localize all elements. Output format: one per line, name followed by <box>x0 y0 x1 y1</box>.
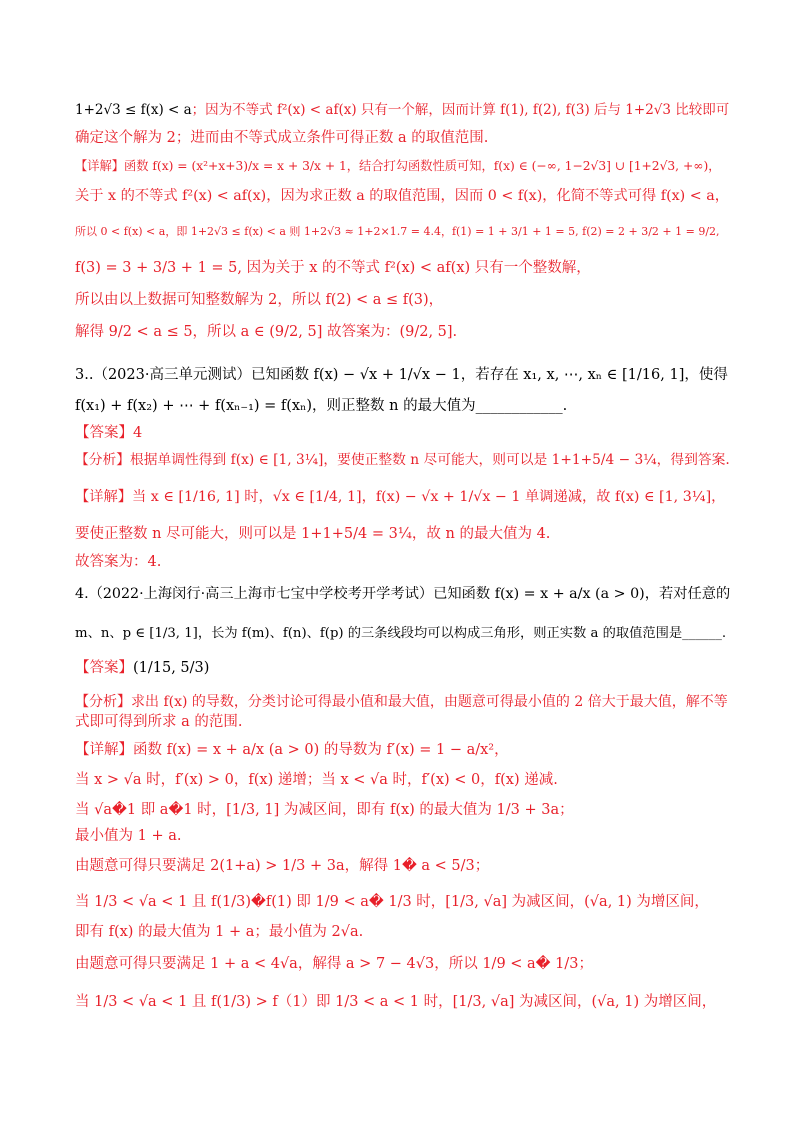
text-segment: 当 x > √a 时，f′(x) > 0，f(x) 递增；当 x < √a 时，f′(x) < 0，f(x) 递减. <box>75 772 558 788</box>
answer-3 <box>75 423 730 443</box>
answer-4 <box>75 658 730 678</box>
detail-4-line-7 <box>75 922 730 942</box>
text-segment: 故答案为：4. <box>75 554 162 570</box>
detail-4-line-6 <box>75 892 730 912</box>
question-3-line-2 <box>75 396 730 416</box>
question-4-line-2 <box>75 624 730 644</box>
text-segment: f(3) = 3 + 3/3 + 1 = 5, 因为关于 x 的不等式 f²(x) < af(x) 只有一个整数解， <box>75 260 591 276</box>
text-segment: 由题意可得只要满足 2(1+a) > 1/3 + 3a，解得 1� a < 5/3； <box>75 858 490 874</box>
detail-4-line-9 <box>75 992 730 1012</box>
detail-3-line-2 <box>75 524 730 544</box>
line-5 <box>75 222 730 242</box>
text-segment: 【分析】求出 f(x) 的导数，分类讨论可得最小值和最大值，由题意可得最小值的 2 倍大于最大值，解不等 <box>75 694 728 710</box>
text-segment: (1/15, 5/3) <box>133 660 210 676</box>
detail-4-line-8 <box>75 954 730 974</box>
text-segment: 所以 0 < f(x) < a，即 1+2√3 ≤ f(x) < a 则 1+2√3 ≈ 1+2×1.7 = 4.4，f(1) = 1 + 3/1 + 1 = 5, f(2) = 2 + 3/2 + 1 = 9/2, <box>75 225 720 238</box>
question-4-line-1 <box>75 584 730 604</box>
text-segment: 即有 f(x) 的最大值为 1 + a；最小值为 2√a. <box>75 924 364 940</box>
text-segment: 【详解】函数 f(x) = x + a/x (a > 0) 的导数为 f′(x) = 1 − a/x²， <box>75 742 509 758</box>
line-6 <box>75 258 730 278</box>
text-segment: 当 √a�1 即 a�1 时，[1/3, 1] 为减区间，即有 f(x) 的最大值为 1/3 + 3a； <box>75 802 574 818</box>
line-3 <box>75 156 730 176</box>
question-3-line-1 <box>75 365 730 385</box>
text-segment: ；因为不等式 f²(x) < af(x) 只有一个解，因而计算 f(1), f(2), f(3) 后与 1+2√3 比较即可 <box>191 102 730 118</box>
detail-4-line-5 <box>75 856 730 876</box>
analysis-4-line-2 <box>75 712 730 732</box>
text-segment: 1+2√3 ≤ f(x) < a <box>75 102 192 118</box>
detail-4-line-4 <box>75 826 730 846</box>
text-segment: 【答案】 <box>75 660 133 676</box>
detail-3-line-1 <box>75 487 730 507</box>
text-segment: 3..（2023·高三单元测试）已知函数 f(x) − √x + 1/√x − 1，若存在 x₁, x, ⋯, xₙ ∈ [1/16, 1]，使得 <box>75 367 728 383</box>
text-segment: 【详解】函数 f(x) = (x²+x+3)/x = x + 3/x + 1，结合打勾函数性质可知，f(x) ∈ (−∞, 1−2√3] ∪ [1+2√3, +∞)， <box>75 159 721 173</box>
text-segment: 4.（2022·上海闵行·高三上海市七宝中学校考开学考试）已知函数 f(x) = x + a/x (a > 0)，若对任意的 <box>75 586 731 602</box>
analysis-3 <box>75 450 730 470</box>
text-segment: 【答案】4 <box>75 425 143 441</box>
text-segment: 当 1/3 < √a < 1 且 f(1/3)�f(1) 即 1/9 < a� 1/3 时，[1/3, √a] 为减区间，(√a, 1) 为增区间， <box>75 894 709 910</box>
analysis-4-line-1 <box>75 692 730 712</box>
text-segment: 【分析】根据单调性得到 f(x) ∈ [1, 3¼]，要使正整数 n 尽可能大，则可以是 1+1+5/4 − 3¼，得到答案. <box>75 452 730 468</box>
text-segment: 要使正整数 n 尽可能大，则可以是 1+1+5/4 = 3¼，故 n 的最大值为 4. <box>75 526 551 542</box>
detail-4-line-3 <box>75 800 730 820</box>
detail-3-line-3 <box>75 552 730 572</box>
text-segment: m、n、p ∈ [1/3, 1]，长为 f(m)、f(n)、f(p) 的三条线段均可以构成三角形，则正实数 a 的取值范围是______. <box>75 626 727 641</box>
detail-4-line-1 <box>75 740 730 760</box>
text-segment: 最小值为 1 + a. <box>75 828 182 844</box>
text-segment: 当 1/3 < √a < 1 且 f(1/3) > f（1）即 1/3 < a < 1 时，[1/3, √a] 为减区间，(√a, 1) 为增区间， <box>75 994 717 1010</box>
line-1 <box>75 100 730 120</box>
line-7 <box>75 290 730 310</box>
detail-4-line-2 <box>75 770 730 790</box>
text-segment: f(x₁) + f(x₂) + ⋯ + f(xₙ₋₁) = f(xₙ)，则正整数 n 的最大值为____________. <box>75 398 568 414</box>
text-segment: 【详解】当 x ∈ [1/16, 1] 时，√x ∈ [1/4, 1]，f(x) − √x + 1/√x − 1 单调递减，故 f(x) ∈ [1, 3¼]， <box>75 489 726 505</box>
text-segment: 由题意可得只要满足 1 + a < 4√a，解得 a > 7 − 4√3，所以 1/9 < a� 1/3； <box>75 956 593 972</box>
line-8 <box>75 322 730 342</box>
text-segment: 所以由以上数据可知整数解为 2，所以 f(2) < a ≤ f(3)， <box>75 292 444 308</box>
text-segment: 确定这个解为 2；进而由不等式成立条件可得正数 a 的取值范围. <box>75 130 489 146</box>
text-segment: 式即可得到所求 a 的范围. <box>75 714 243 730</box>
line-2 <box>75 128 730 148</box>
text-segment: 关于 x 的不等式 f²(x) < af(x)，因为求正数 a 的取值范围，因而 0 < f(x)，化简不等式可得 f(x) < a， <box>75 188 729 204</box>
line-4 <box>75 186 730 206</box>
text-segment: 解得 9/2 < a ≤ 5，所以 a ∈ (9/2, 5] 故答案为：(9/2, 5]. <box>75 324 458 340</box>
